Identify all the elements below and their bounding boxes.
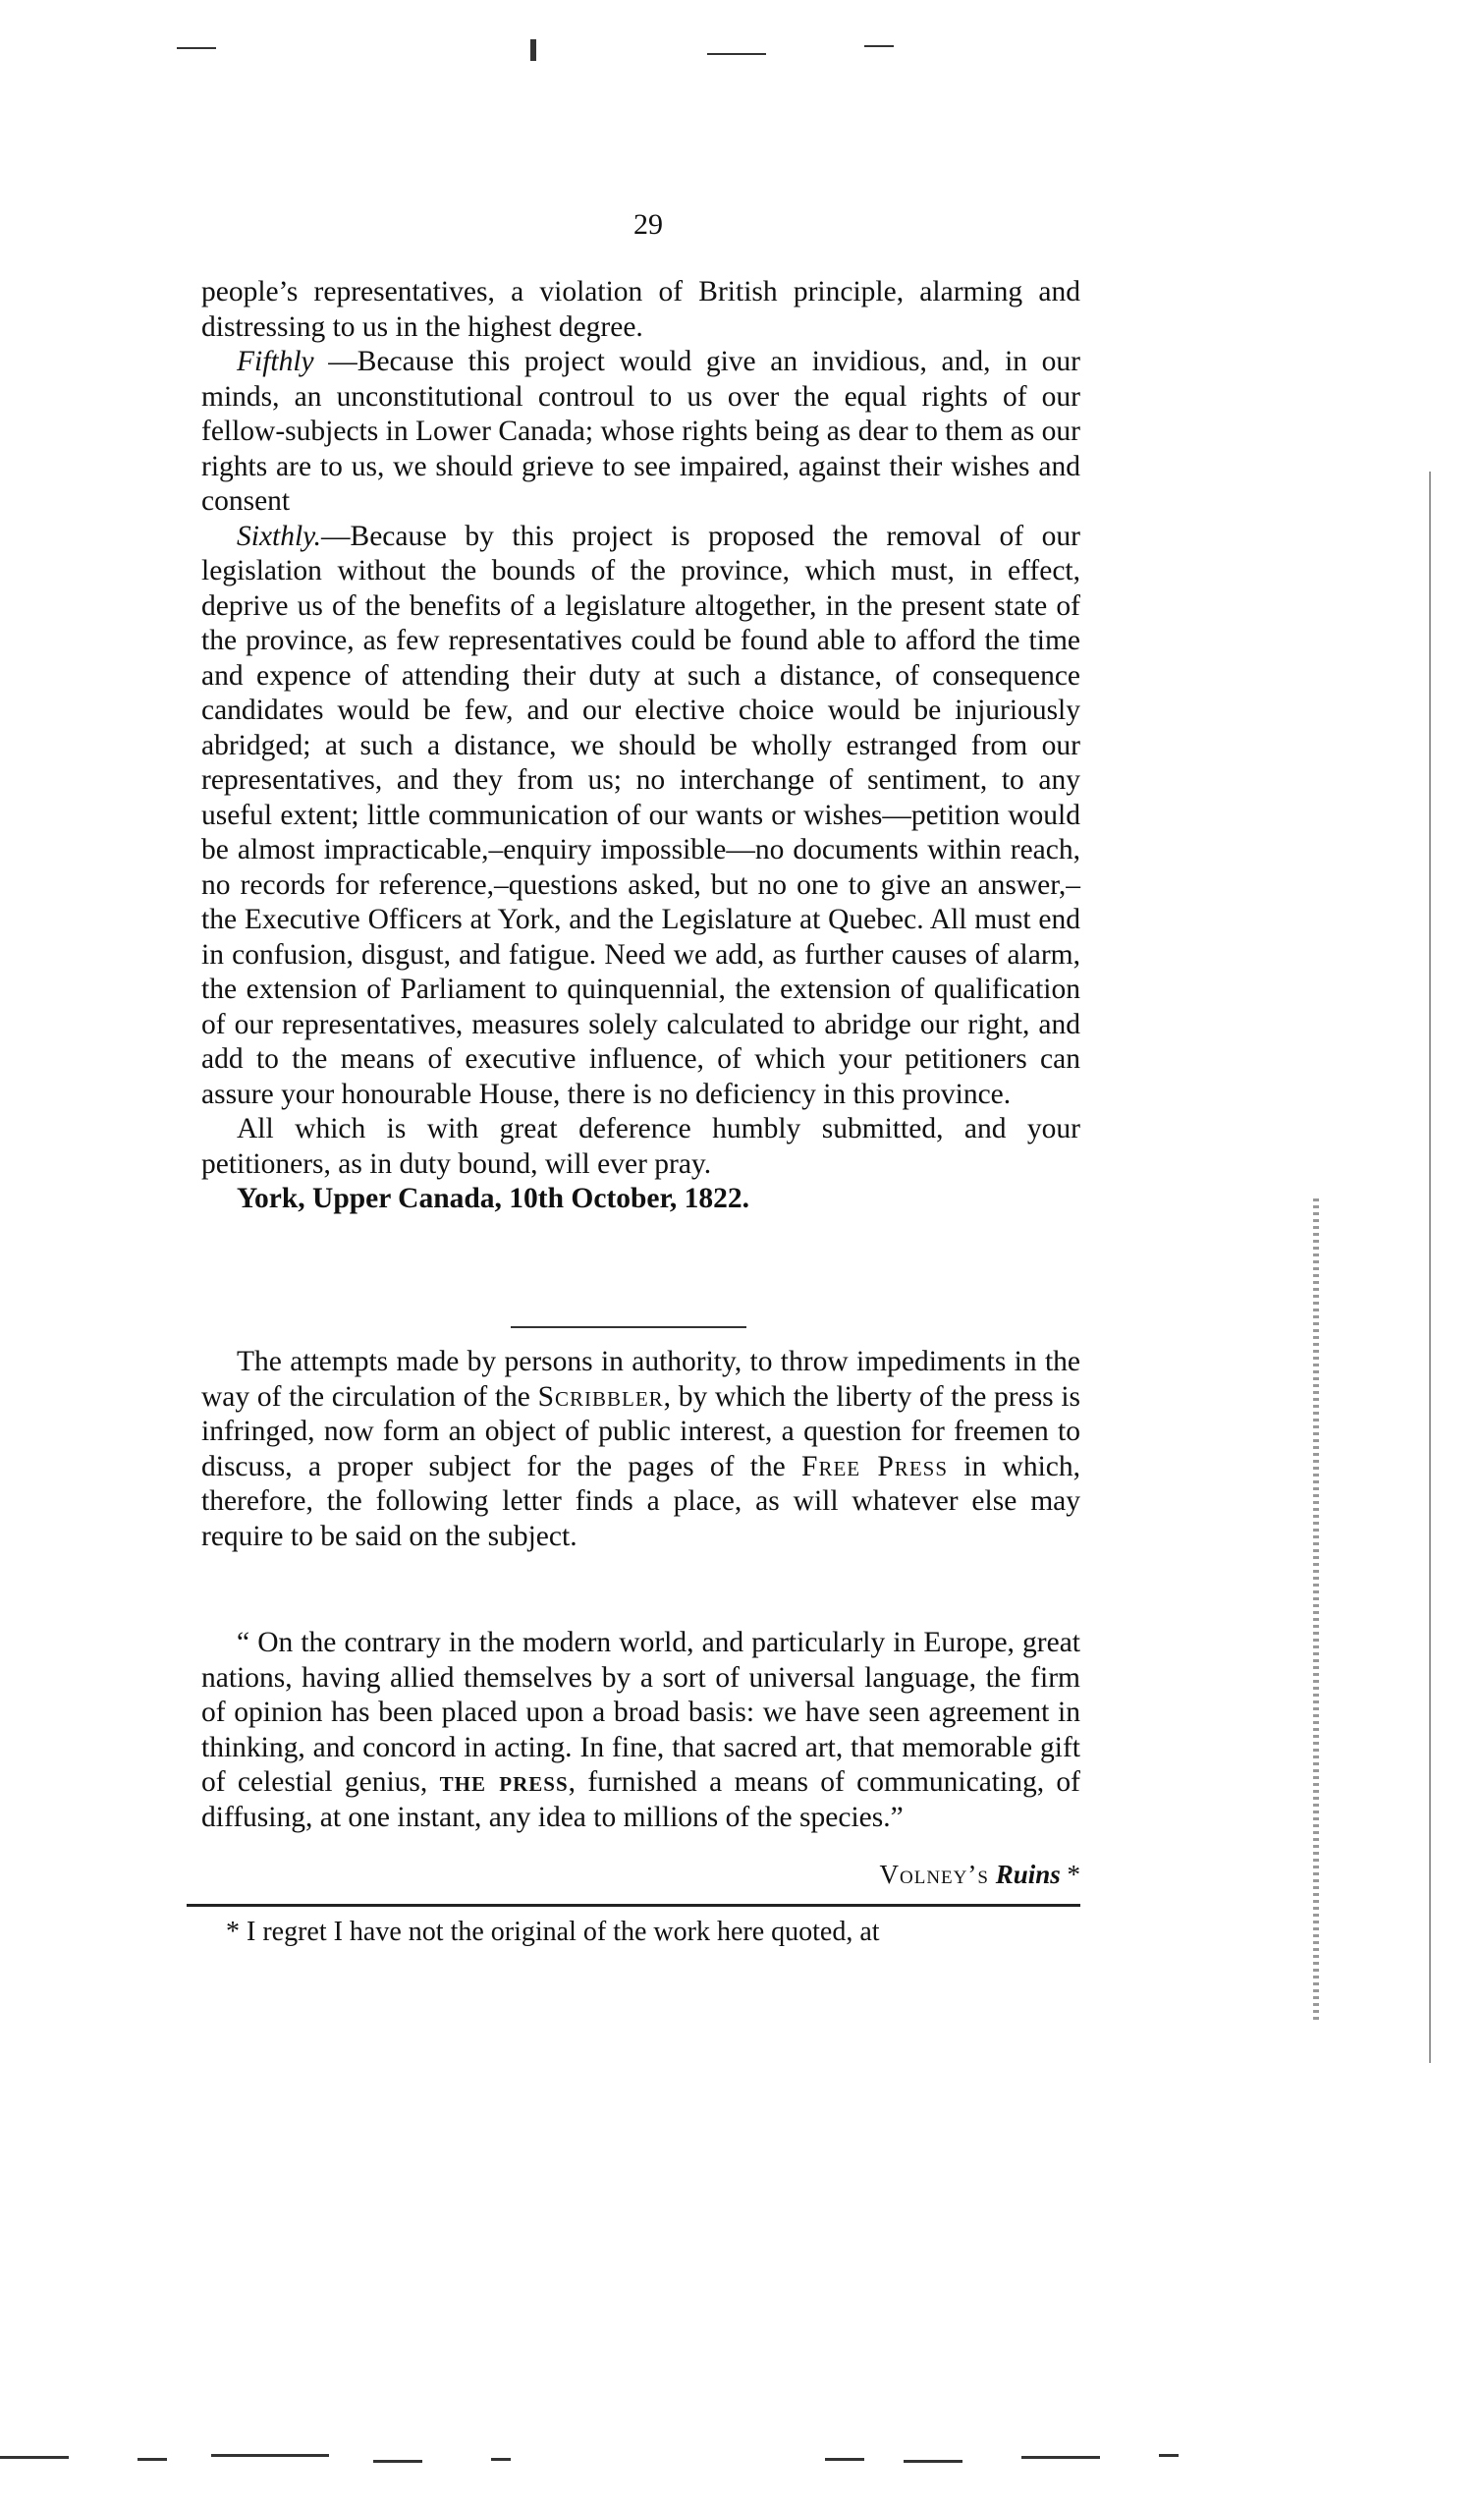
footnote-rule — [187, 1904, 1080, 1907]
page-number: 29 — [633, 208, 663, 241]
paragraph-lead: Fifthly — [237, 346, 314, 377]
quotation-source — [201, 1859, 1115, 1890]
free-press-name: Free Press — [801, 1450, 949, 1482]
paragraph-body: The attempts made by persons in authority, to throw impediments in the way of the circulation of the — [201, 1346, 1080, 1413]
source-title: Ruins — [995, 1860, 1061, 1889]
paragraph-body: , by which the liberty of the press is infringed, now form an object of public interest, a question for freemen to discuss, a proper subject for the pages of the — [201, 1380, 1081, 1482]
scan-margin-edge — [1429, 472, 1455, 2063]
scan-artifacts-bottom — [0, 2446, 1484, 2476]
scribbler-name: Scribbler — [537, 1380, 664, 1413]
paragraph-continuation: people’s representatives, a violation of British principle, alarming and distressing to us in the highest degree. — [201, 276, 1080, 343]
scan-margin-noise — [1313, 1198, 1319, 2024]
paragraph-body: in which, therefore, the following letter finds a place, as will whatever else may require to be said on the subject. — [201, 1450, 1081, 1552]
petition-text — [201, 275, 1080, 1217]
paragraph-editorial — [201, 1345, 1080, 1554]
date-line: York, Upper Canada, 10th October, 1822. — [237, 1183, 750, 1214]
the-press: the press — [439, 1766, 569, 1798]
paragraph-body: —Because by this project is proposed the removal of our legislation without the bounds of the province, which must, in effect, deprive us of the benefits of a legislature altogether, in the present state of the province, as few representatives could be found able to afford the time and expence of attending their duty at such a distance, of consequence candidates would be few, and our elective choice would be injuriously abridged; at such a distance, we should be wholly estranged from our representatives, and they from us; no interchange of sentiment, to any useful extent; little communication of our wants or wishes—petition would be almost impracticable,–enquiry impossible—no documents within reach, no records for reference,–questions asked, but no one to give an answer,–the Executive Officers at York, and the Legislature at Quebec. All must end in confusion, disgust, and fatigue. Need we add, as further causes of alarm, the extension of Parliament to quinquennial, the extension of qualification of our representatives, measures solely calculated to abridge our right, and add to the means of executive influence, of which your petitioners can assure your honourable House, there is no deficiency in this province. — [201, 520, 1080, 1110]
section-divider — [511, 1326, 746, 1328]
footnote: * I regret I have not the original of the work here quoted, at — [226, 1917, 880, 1947]
scan-artifacts-top — [157, 29, 962, 69]
paragraph-sixthly — [201, 520, 1080, 1113]
paragraph-fifthly — [201, 345, 1080, 520]
source-author: Volney’s — [879, 1860, 989, 1889]
paragraph-lead: Sixthly. — [237, 520, 322, 552]
footnote-mark: * — [1060, 1860, 1080, 1889]
quote-body: , furnished a means of communicating, of diffusing, at one instant, any idea to millions of the species.” — [201, 1766, 1080, 1833]
paragraph-closing: All which is with great deference humbly submitted, and your petitioners, as in duty bound, will ever pray. — [201, 1113, 1080, 1180]
quote-body: “ On the contrary in the modern world, and particularly in Europe, great nations, having allied themselves by a sort of universal language, the firm of opinion has been placed upon a broad basis: we have seen agreement in thinking, and concord in acting. In fine, that sacred art, that memorable gift of celestial genius, — [201, 1627, 1080, 1798]
quotation — [201, 1626, 1080, 1835]
paragraph-body: —Because this project would give an invidious, and, in our minds, an unconstitutional controul to us over the equal rights of our fellow-subjects in Lower Canada; whose rights being as dear to them as our rights are to us, we should grieve to see impaired, against their wishes and consent — [201, 346, 1080, 517]
editorial-note — [201, 1345, 1080, 1554]
quotation-text — [201, 1626, 1080, 1835]
